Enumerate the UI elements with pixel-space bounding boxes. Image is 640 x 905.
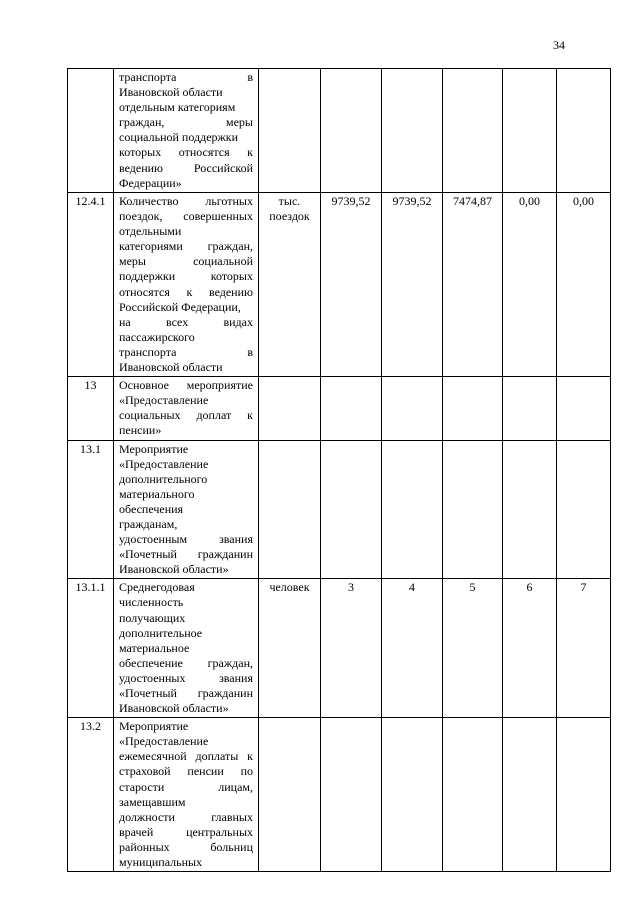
- row-number-cell: 12.4.1: [68, 193, 114, 377]
- value-cell-1: [321, 69, 382, 193]
- value-cell-1: [321, 440, 382, 579]
- indicator-name-line: обеспечение граждан,: [119, 655, 253, 670]
- indicator-name-line: «Почетный гражданин: [119, 686, 253, 700]
- indicator-name-line: материальное: [119, 640, 190, 655]
- indicator-name-line: граждан, меры: [119, 115, 253, 130]
- value-cell-4: [503, 718, 557, 872]
- table-row: [68, 377, 611, 440]
- value-cell-2: [382, 440, 443, 579]
- value-cell-2: 4: [382, 579, 443, 718]
- indicator-name-line: Мероприятие: [119, 441, 189, 456]
- indicator-name-line: замещавшим: [119, 794, 186, 809]
- indicator-name-line: врачей центральных: [119, 824, 253, 839]
- indicator-name-line: Ивановской области: [119, 85, 223, 100]
- table-row: [68, 718, 611, 872]
- indicator-name-cell: [114, 579, 259, 718]
- value-cell-3: [443, 377, 503, 440]
- indicator-name-line: «Предоставление: [119, 734, 209, 749]
- indicator-name-line: отдельными: [119, 224, 182, 239]
- indicator-name-line: дополнительного: [119, 471, 208, 486]
- indicator-name-line: пассажирского: [119, 329, 195, 344]
- value-cell-4: 6: [503, 579, 557, 718]
- unit-cell: [259, 440, 321, 579]
- indicator-name-line: получающих: [119, 610, 186, 625]
- indicator-name-line: дополнительное: [119, 625, 203, 640]
- indicator-name-line: которых относятся к: [119, 145, 253, 160]
- table-row: [68, 193, 611, 377]
- value-cell-3: [443, 440, 503, 579]
- indicator-name-line: должности главных: [119, 809, 253, 824]
- value-cell-4: [503, 69, 557, 193]
- indicator-name-cell: [114, 193, 259, 377]
- value-cell-5: [557, 440, 611, 579]
- indicator-name-line: обеспечения: [119, 501, 184, 516]
- indicator-name-line: Ивановской области»: [119, 701, 229, 716]
- row-number-cell: 13.1.1: [68, 579, 114, 718]
- value-cell-5: [557, 377, 611, 440]
- value-cell-2: [382, 377, 443, 440]
- indicator-name-line: поддержки которых: [119, 269, 253, 284]
- indicator-name-line: категориями граждан,: [119, 239, 253, 254]
- indicator-name-line: Среднегодовая: [119, 580, 195, 595]
- value-cell-1: 3: [321, 579, 382, 718]
- row-number-cell: 13.2: [68, 718, 114, 872]
- indicator-name-line: удостоенных звания: [119, 670, 253, 685]
- unit-cell: [259, 718, 321, 872]
- indicator-name-line: Основное мероприятие: [119, 378, 253, 393]
- table-row: [68, 579, 611, 718]
- value-cell-4: [503, 377, 557, 440]
- indicator-name-line: Российской Федерации,: [119, 299, 241, 314]
- unit-cell: человек: [259, 579, 321, 718]
- value-cell-5: [557, 718, 611, 872]
- table-row: [68, 440, 611, 579]
- indicator-name-line: ежемесячной доплаты к: [119, 749, 253, 764]
- indicator-name-cell: [114, 718, 259, 872]
- unit-cell: [259, 69, 321, 193]
- indicator-name-line: транспорта в: [119, 344, 253, 359]
- table-row: [68, 69, 611, 193]
- indicator-name-line: страховой пенсии по: [119, 764, 253, 779]
- value-cell-1: [321, 718, 382, 872]
- value-cell-1: [321, 377, 382, 440]
- value-cell-3: 7474,87: [443, 193, 503, 377]
- row-number-cell: 13.1: [68, 440, 114, 579]
- indicator-name-line: поездок, совершенных: [119, 209, 253, 224]
- indicator-name-line: материального: [119, 486, 195, 501]
- indicator-name-cell: [114, 440, 259, 579]
- indicator-name-line: Федерации»: [119, 175, 182, 190]
- indicator-name-cell: [114, 69, 259, 193]
- indicator-table: [67, 68, 611, 872]
- indicator-name-line: отдельным категориям: [119, 100, 236, 115]
- value-cell-5: [557, 69, 611, 193]
- indicator-name-line: «Почетный гражданин: [119, 547, 253, 562]
- value-cell-4: [503, 440, 557, 579]
- value-cell-3: [443, 718, 503, 872]
- unit-cell: тыс. поездок: [259, 193, 321, 377]
- row-number-cell: 13: [68, 377, 114, 440]
- indicator-name-line: Ивановской области»: [119, 562, 229, 577]
- indicator-name-line: численность: [119, 595, 184, 610]
- value-cell-3: 5: [443, 579, 503, 718]
- indicator-name-line: на всех видах: [119, 314, 253, 329]
- row-number-cell: [68, 69, 114, 193]
- indicator-name-line: пенсии»: [119, 423, 162, 438]
- indicator-name-line: «Предоставление: [119, 456, 209, 471]
- value-cell-2: [382, 718, 443, 872]
- page-number: 34: [553, 38, 565, 52]
- indicator-name-line: районных больниц: [119, 839, 253, 854]
- indicator-name-line: меры социальной: [119, 254, 253, 269]
- indicator-name-line: «Предоставление: [119, 393, 209, 408]
- indicator-name-line: ведению Российской: [119, 160, 253, 175]
- value-cell-1: 9739,52: [321, 193, 382, 377]
- indicator-name-line: социальных доплат к: [119, 408, 253, 423]
- value-cell-3: [443, 69, 503, 193]
- indicator-name-line: гражданам,: [119, 516, 178, 531]
- value-cell-5: 0,00: [557, 193, 611, 377]
- value-cell-5: 7: [557, 579, 611, 718]
- value-cell-4: 0,00: [503, 193, 557, 377]
- indicator-name-line: старости лицам,: [119, 779, 253, 794]
- value-cell-2: [382, 69, 443, 193]
- indicator-name-line: Ивановской области: [119, 360, 223, 375]
- indicator-name-line: Количество льготных: [119, 194, 253, 208]
- indicator-name-line: удостоенным звания: [119, 532, 253, 547]
- indicator-name-line: Мероприятие: [119, 719, 189, 734]
- indicator-name-line: относятся к ведению: [119, 284, 253, 299]
- indicator-name-cell: [114, 377, 259, 440]
- indicator-name-line: муниципальных: [119, 855, 203, 870]
- indicator-name-line: социальной поддержки: [119, 130, 239, 145]
- unit-cell: [259, 377, 321, 440]
- indicator-name-line: транспорта в: [119, 70, 253, 84]
- value-cell-2: 9739,52: [382, 193, 443, 377]
